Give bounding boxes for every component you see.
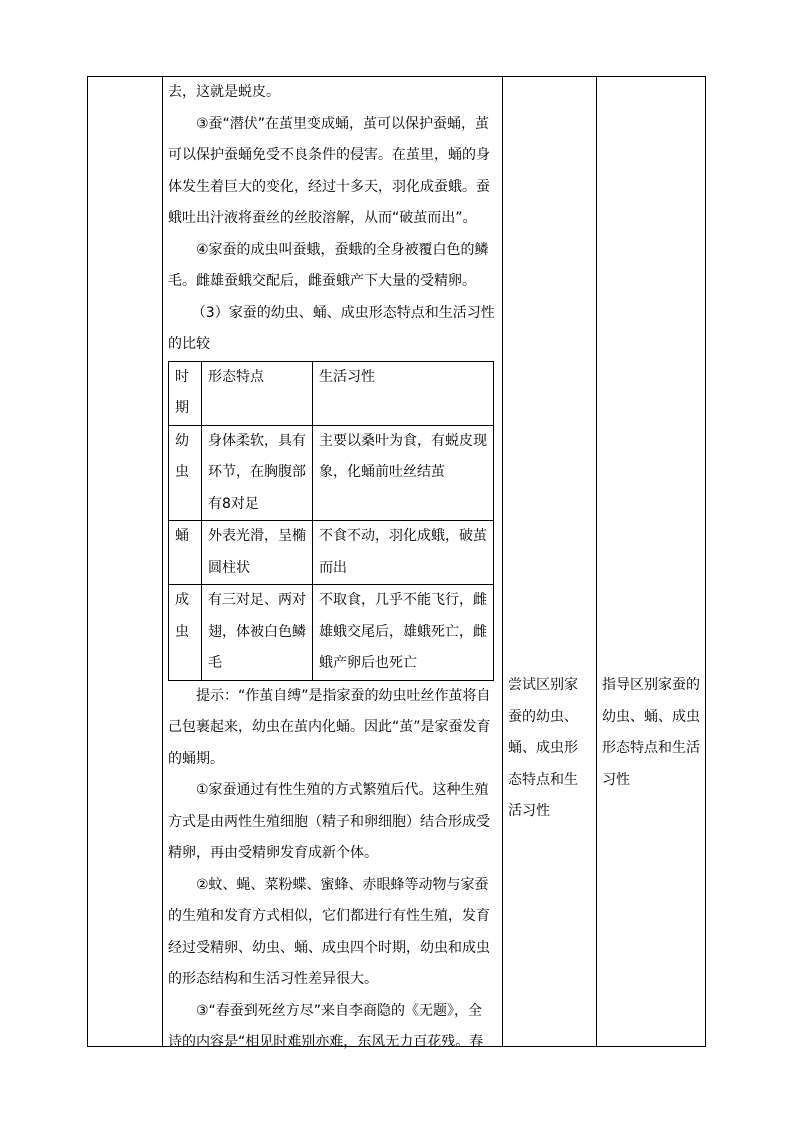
teaching-content (162, 77, 502, 1059)
table-header-row (169, 361, 494, 425)
table-row (169, 585, 494, 681)
content-paragraph: ③蚕“潜伏”在茧里变成蛹，茧可以保护蚕蛹，茧可以保护蚕蛹免受不良条件的侵害。在茧里，蛹的身体发生着巨大的变化，经过十多天，羽化成蚕蛾。蚕蛾吐出汁液将蚕丝的丝胶溶解，从而“破茧而出”。 (168, 115, 490, 226)
content-paragraph: ②蚊、蝇、菜粉蝶、蜜蜂、赤眼蜂等动物与家蚕的生殖和发育方式相似，它们都进行有性生殖，发育经过受精卵、幼虫、蛹、成虫四个时期，幼虫和成虫的形态结构和生活习性差异很大。 (168, 876, 490, 987)
table-cell-stage: 蛹 (169, 521, 202, 585)
table-cell-stage: 幼虫 (169, 425, 202, 521)
content-paragraph: （3）家蚕的幼虫、蛹、成虫形态特点和生活习性的比较 (168, 304, 495, 352)
table-header: 生活习性 (313, 361, 494, 425)
content-paragraph: ④家蚕的成虫叫蚕蛾，蚕蛾的全身被覆白色的鳞毛。雌雄蚕蛾交配后，雌蚕蛾产下大量的受精卵。 (168, 241, 489, 289)
table-cell-habit: 不取食，几乎不能飞行，雌雄蛾交尾后，雄蛾死亡，雌蛾产卵后也死亡 (313, 585, 494, 681)
table-cell-form: 身体柔软，具有环节，在胸腹部有8对足 (202, 425, 313, 521)
table-row (169, 521, 494, 585)
teacher-activity-cell: 指导区别家蚕的幼虫、蛹、成虫形态特点和生活习性 (602, 677, 700, 788)
content-paragraph: 去，这就是蜕皮。 (168, 84, 280, 100)
table-cell-form: 有三对足、两对翅，体被白色鳞毛 (202, 585, 313, 681)
table-header: 形态特点 (202, 361, 313, 425)
student-activity-cell: 尝试区别家蚕的幼虫、蛹、成虫形态特点和生活习性 (508, 677, 578, 819)
table-row (169, 425, 494, 521)
table-cell-habit: 不食不动，羽化成蛾，破茧而出 (313, 521, 494, 585)
column-divider (596, 77, 597, 1046)
lesson-table (87, 76, 706, 1050)
content-paragraph: ①家蚕通过有性生殖的方式繁殖后代。这种生殖方式是由两性生殖细胞（精子和卵细胞）结合形成受精卵，再由受精卵发育成新个体。 (168, 782, 490, 861)
table-cell-stage: 成虫 (169, 585, 202, 681)
content-paragraph: 提示：“作茧自缚”是指家蚕的幼虫吐丝作茧将自己包裹起来，幼虫在茧内化蛹。因此“茧”是家蚕发育的蛹期。 (168, 687, 491, 767)
comparison-table (168, 361, 494, 681)
table-header: 时期 (169, 361, 202, 425)
table-cell-form: 外表光滑，呈椭圆柱状 (202, 521, 313, 585)
column-divider (502, 77, 503, 1046)
content-paragraph: ③“春蚕到死丝方尽”来自李商隐的《无题》，全诗的内容是“相见时难别亦难，东风无力百花残。春 (168, 1002, 484, 1050)
table-cell-habit: 主要以桑叶为食，有蜕皮现象，化蛹前吐丝结茧 (313, 425, 494, 521)
